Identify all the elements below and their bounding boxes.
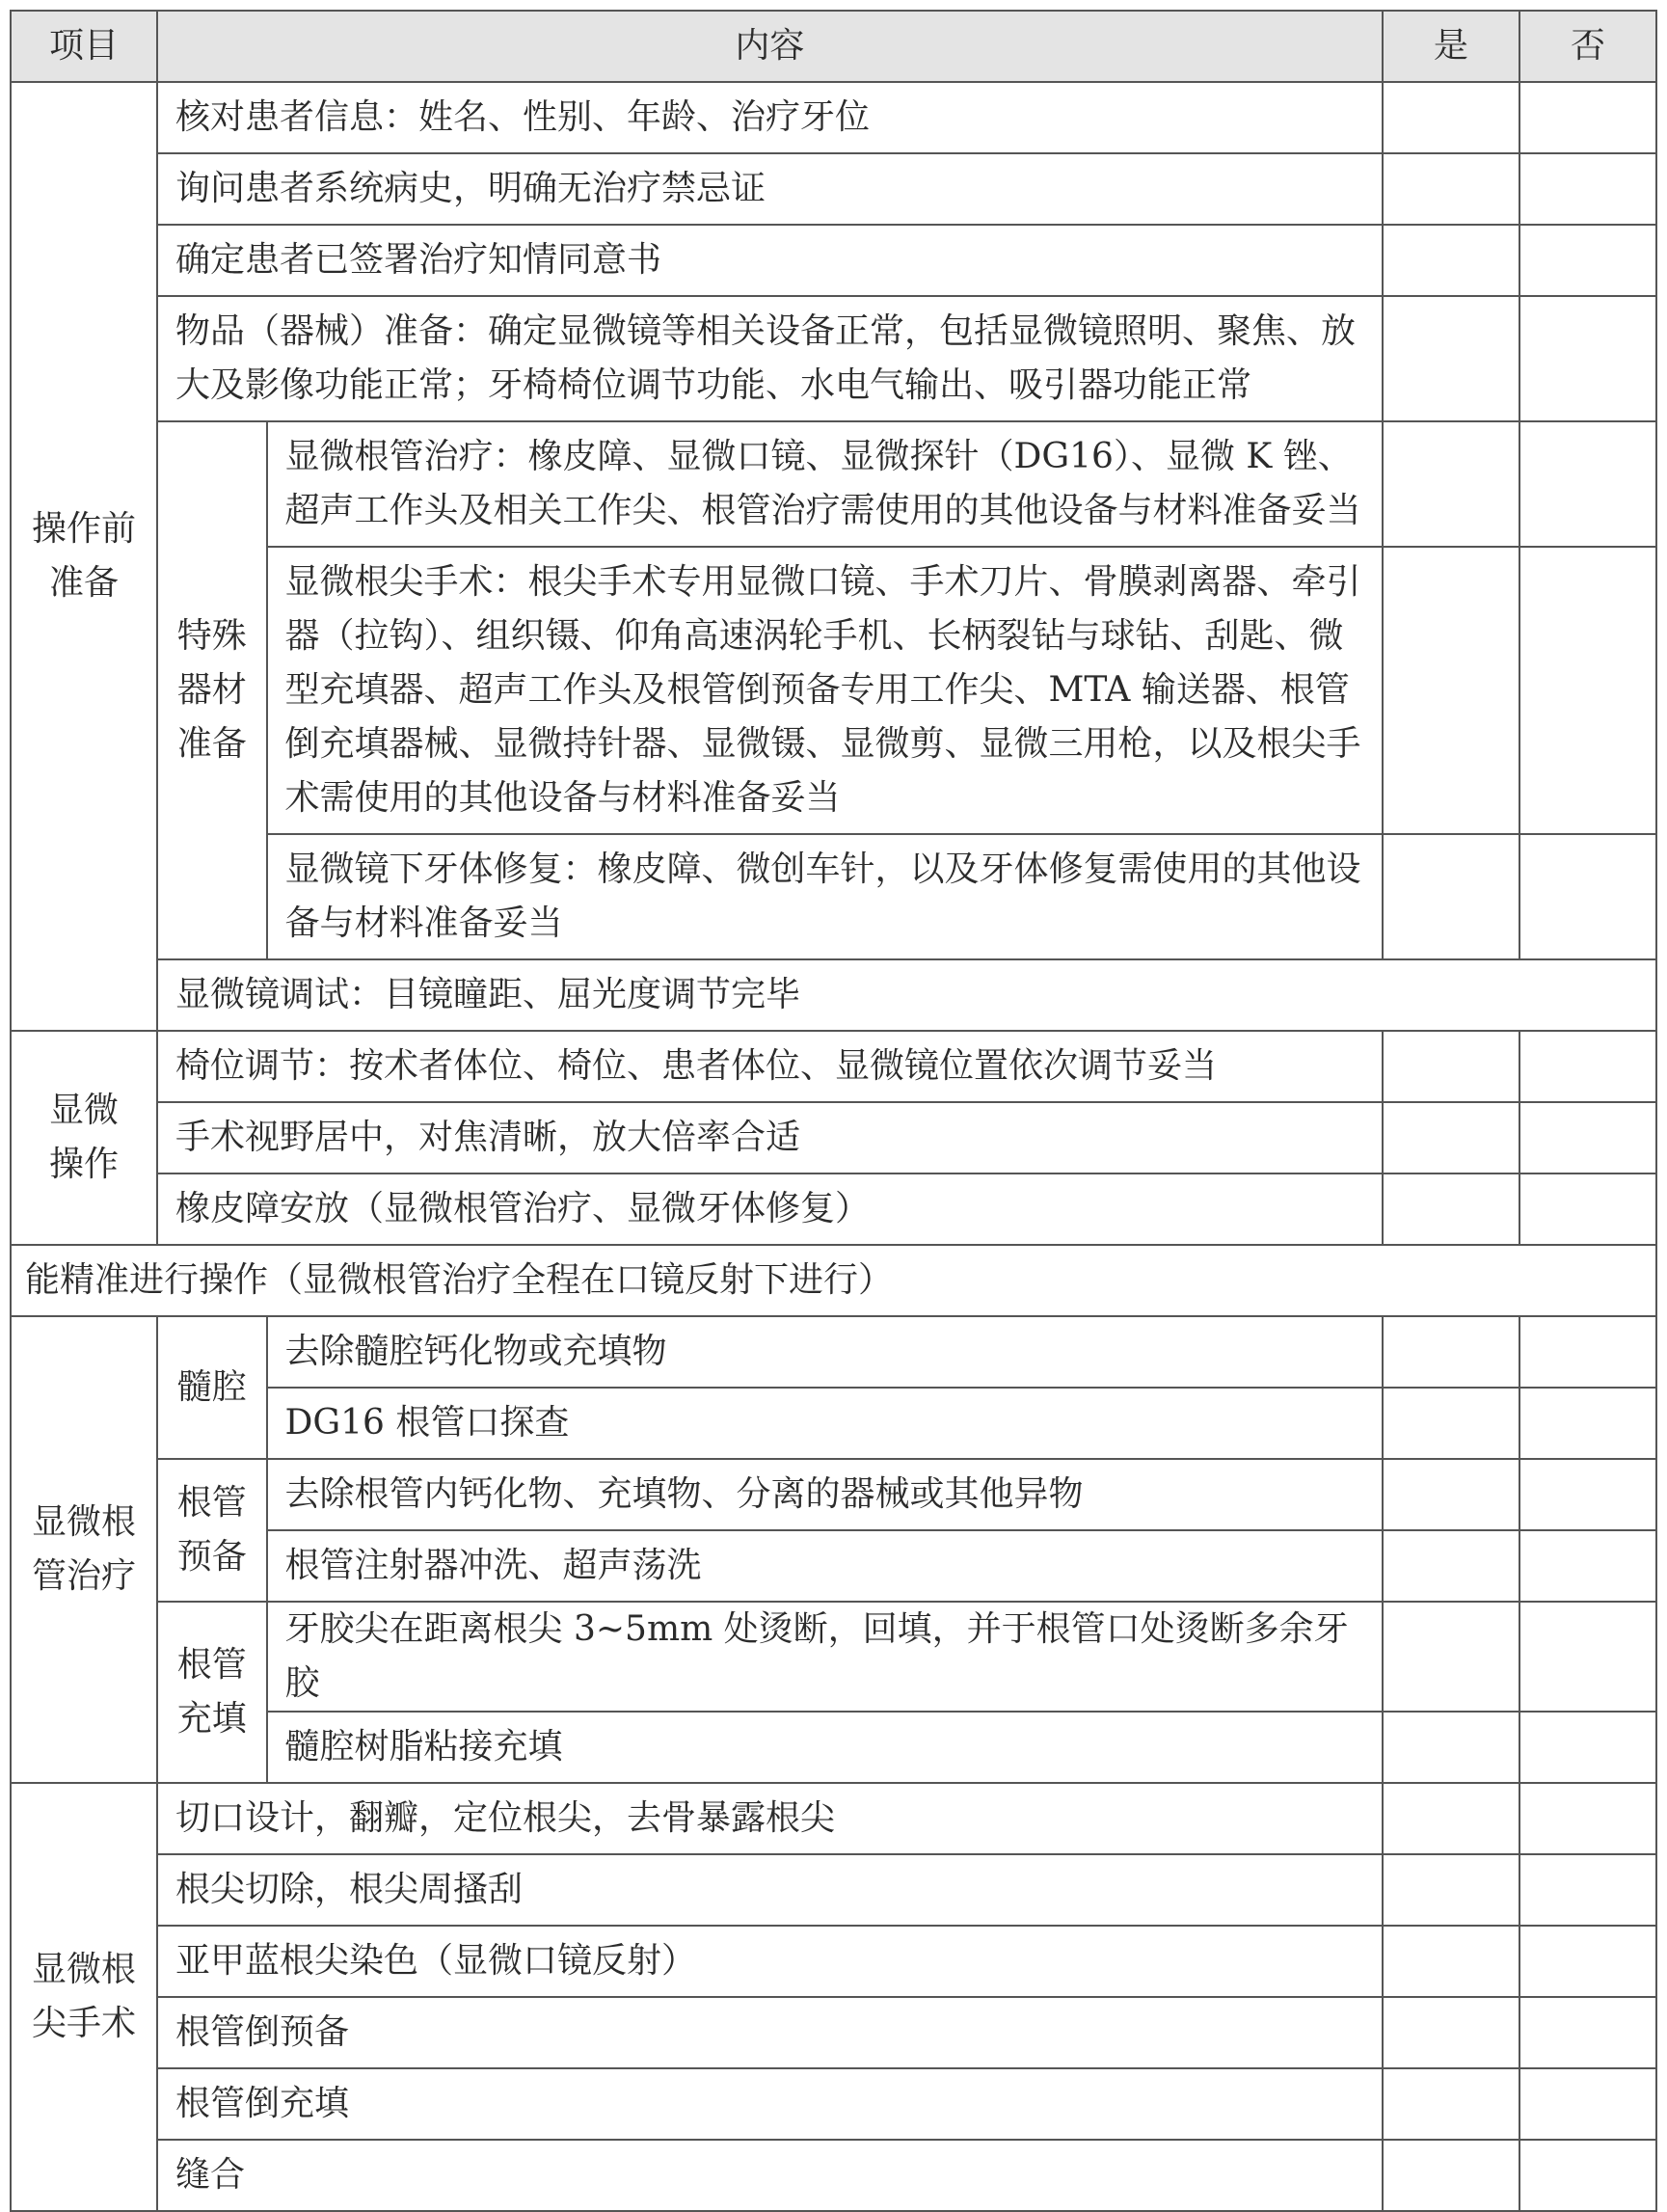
table-row <box>11 959 1656 1031</box>
yes-checkbox-cell[interactable] <box>1383 1997 1519 2068</box>
item-text: 根管注射器冲洗、超声荡洗 <box>267 1530 1383 1602</box>
subcategory-canal-obturation: 根管 充填 <box>157 1602 267 1783</box>
yes-checkbox-cell[interactable] <box>1383 1102 1519 1173</box>
table-row <box>11 1459 1656 1530</box>
item-text: 根尖切除，根尖周搔刮 <box>157 1854 1383 1926</box>
no-checkbox-cell[interactable] <box>1519 2140 1656 2211</box>
yes-checkbox-cell[interactable] <box>1383 1173 1519 1245</box>
no-checkbox-cell[interactable] <box>1519 1102 1656 1173</box>
no-checkbox-cell[interactable] <box>1519 2068 1656 2140</box>
no-checkbox-cell[interactable] <box>1519 1388 1656 1459</box>
item-text: 橡皮障安放（显微根管治疗、显微牙体修复） <box>157 1173 1383 1245</box>
item-text: 物品（器械）准备：确定显微镜等相关设备正常，包括显微镜照明、聚焦、放大及影像功能正常；牙椅椅位调节功能、水电气输出、吸引器功能正常 <box>157 296 1383 421</box>
no-checkbox-cell[interactable] <box>1519 1173 1656 1245</box>
item-text: 缝合 <box>157 2140 1383 2211</box>
yes-checkbox-cell[interactable] <box>1383 2068 1519 2140</box>
no-checkbox-cell[interactable] <box>1519 1530 1656 1602</box>
yes-checkbox-cell[interactable] <box>1383 1530 1519 1602</box>
yes-checkbox-cell[interactable] <box>1383 1316 1519 1388</box>
table-row <box>11 225 1656 296</box>
no-checkbox-cell[interactable] <box>1519 1926 1656 1997</box>
item-text: 显微根管治疗：橡皮障、显微口镜、显微探针（DG16）、显微 K 锉、超声工作头及相关工作尖、根管治疗需使用的其他设备与材料准备妥当 <box>267 421 1383 547</box>
yes-checkbox-cell[interactable] <box>1383 225 1519 296</box>
table-row <box>11 1602 1656 1712</box>
category-micro-apical-surgery: 显微根 尖手术 <box>11 1783 157 2211</box>
header-row <box>11 11 1656 82</box>
item-text: DG16 根管口探查 <box>267 1388 1383 1459</box>
no-checkbox-cell[interactable] <box>1519 1031 1656 1102</box>
yes-checkbox-cell[interactable] <box>1383 1459 1519 1530</box>
item-text: 显微镜下牙体修复：橡皮障、微创车针，以及牙体修复需使用的其他设备与材料准备妥当 <box>267 834 1383 959</box>
item-text: 根管倒预备 <box>157 1997 1383 2068</box>
subcategory-canal-preparation: 根管 预备 <box>157 1459 267 1602</box>
item-text: 亚甲蓝根尖染色（显微口镜反射） <box>157 1926 1383 1997</box>
no-checkbox-cell[interactable] <box>1519 153 1656 225</box>
yes-checkbox-cell[interactable] <box>1383 1783 1519 1854</box>
item-text: 髓腔树脂粘接充填 <box>267 1712 1383 1783</box>
table-row <box>11 153 1656 225</box>
table-row <box>11 296 1656 421</box>
table-row <box>11 2068 1656 2140</box>
table-row <box>11 1997 1656 2068</box>
yes-checkbox-cell[interactable] <box>1383 2140 1519 2211</box>
item-text: 核对患者信息：姓名、性别、年龄、治疗牙位 <box>157 82 1383 153</box>
item-text: 牙胶尖在距离根尖 3~5mm 处烫断，回填，并于根管口处烫断多余牙胶 <box>267 1602 1383 1712</box>
yes-checkbox-cell[interactable] <box>1383 547 1519 834</box>
table-row <box>11 1173 1656 1245</box>
yes-checkbox-cell[interactable] <box>1383 82 1519 153</box>
table-row <box>11 1245 1656 1316</box>
no-checkbox-cell[interactable] <box>1519 1854 1656 1926</box>
item-text: 显微镜调试：目镜瞳距、屈光度调节完毕 <box>157 959 1656 1031</box>
yes-checkbox-cell[interactable] <box>1383 1712 1519 1783</box>
table-row <box>11 1031 1656 1102</box>
item-text: 去除根管内钙化物、充填物、分离的器械或其他异物 <box>267 1459 1383 1530</box>
header-item: 项目 <box>11 11 157 82</box>
item-text: 根管倒充填 <box>157 2068 1383 2140</box>
table-row <box>11 2140 1656 2211</box>
table-row <box>11 82 1656 153</box>
yes-checkbox-cell[interactable] <box>1383 1031 1519 1102</box>
yes-checkbox-cell[interactable] <box>1383 1602 1519 1712</box>
header-no: 否 <box>1519 11 1656 82</box>
item-text: 椅位调节：按术者体位、椅位、患者体位、显微镜位置依次调节妥当 <box>157 1031 1383 1102</box>
no-checkbox-cell[interactable] <box>1519 421 1656 547</box>
category-pre-operation: 操作前 准备 <box>11 82 157 1031</box>
table-row <box>11 421 1656 547</box>
no-checkbox-cell[interactable] <box>1519 1783 1656 1854</box>
checklist-table <box>10 10 1657 2212</box>
table-row <box>11 1783 1656 1854</box>
item-text: 手术视野居中，对焦清晰，放大倍率合适 <box>157 1102 1383 1173</box>
table-row <box>11 1926 1656 1997</box>
yes-checkbox-cell[interactable] <box>1383 1854 1519 1926</box>
no-checkbox-cell[interactable] <box>1519 1997 1656 2068</box>
yes-checkbox-cell[interactable] <box>1383 1388 1519 1459</box>
yes-checkbox-cell[interactable] <box>1383 421 1519 547</box>
item-text: 显微根尖手术：根尖手术专用显微口镜、手术刀片、骨膜剥离器、牵引器（拉钩）、组织镊、仰角高速涡轮手机、长柄裂钻与球钻、刮匙、微型充填器、超声工作头及根管倒预备专用工作尖、MTA 输送器、根管倒充填器械、显微持针器、显微镊、显微剪、显微三用枪，以及根尖手术需使用的其他设备与材料准备妥当 <box>267 547 1383 834</box>
no-checkbox-cell[interactable] <box>1519 82 1656 153</box>
no-checkbox-cell[interactable] <box>1519 225 1656 296</box>
table-row <box>11 1316 1656 1388</box>
header-yes: 是 <box>1383 11 1519 82</box>
yes-checkbox-cell[interactable] <box>1383 834 1519 959</box>
item-text: 去除髓腔钙化物或充填物 <box>267 1316 1383 1388</box>
item-text: 切口设计，翻瓣，定位根尖，去骨暴露根尖 <box>157 1783 1383 1854</box>
category-micro-operation: 显微 操作 <box>11 1031 157 1245</box>
yes-checkbox-cell[interactable] <box>1383 296 1519 421</box>
category-micro-root-canal: 显微根 管治疗 <box>11 1316 157 1783</box>
item-text: 确定患者已签署治疗知情同意书 <box>157 225 1383 296</box>
no-checkbox-cell[interactable] <box>1519 1459 1656 1530</box>
header-content: 内容 <box>157 11 1383 82</box>
item-text: 能精准进行操作（显微根管治疗全程在口镜反射下进行） <box>11 1245 1656 1316</box>
item-text: 询问患者系统病史，明确无治疗禁忌证 <box>157 153 1383 225</box>
no-checkbox-cell[interactable] <box>1519 1712 1656 1783</box>
table-row <box>11 1854 1656 1926</box>
yes-checkbox-cell[interactable] <box>1383 1926 1519 1997</box>
no-checkbox-cell[interactable] <box>1519 296 1656 421</box>
no-checkbox-cell[interactable] <box>1519 834 1656 959</box>
yes-checkbox-cell[interactable] <box>1383 153 1519 225</box>
no-checkbox-cell[interactable] <box>1519 1316 1656 1388</box>
no-checkbox-cell[interactable] <box>1519 547 1656 834</box>
subcategory-pulp-chamber: 髓腔 <box>157 1316 267 1459</box>
no-checkbox-cell[interactable] <box>1519 1602 1656 1712</box>
table-row <box>11 1102 1656 1173</box>
subcategory-special-equipment: 特殊 器材 准备 <box>157 421 267 959</box>
